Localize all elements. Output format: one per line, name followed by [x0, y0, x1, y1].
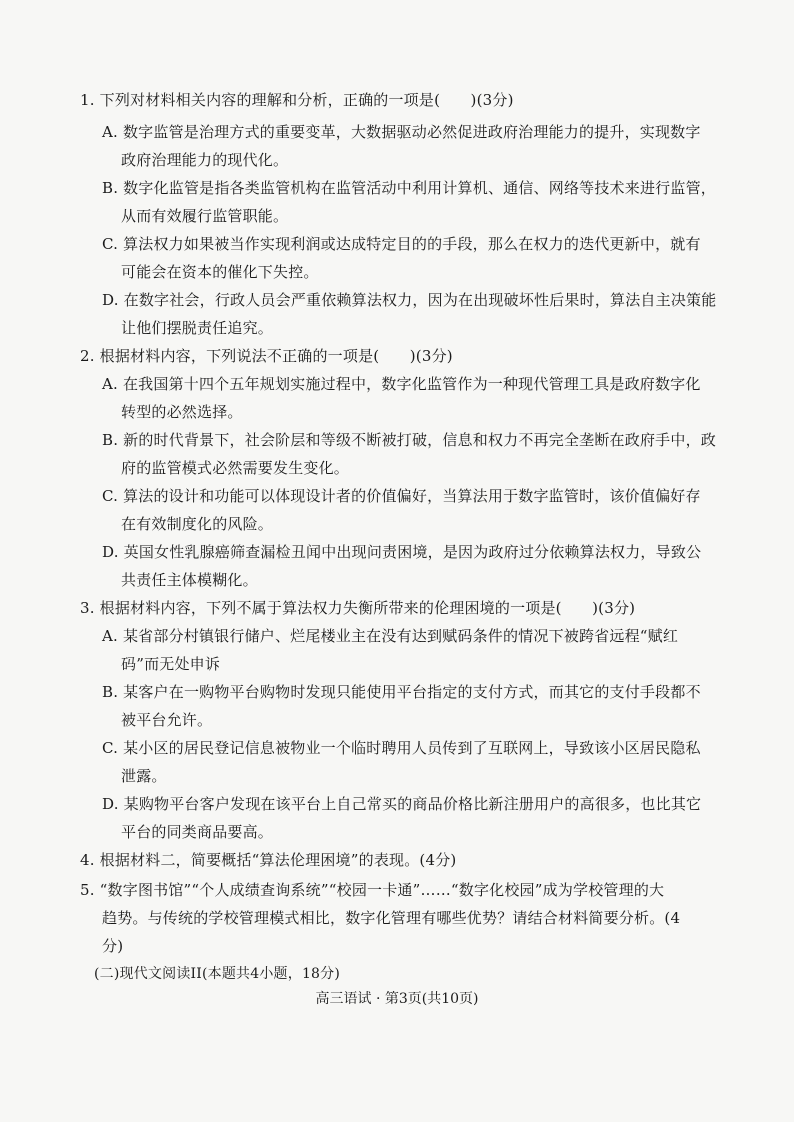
q1-option-b: B. 数字化监管是指各类监管机构在监管活动中利用计算机、通信、网络等技术来进行监管，: [102, 179, 716, 197]
q2-option-b-cont: 府的监管模式必然需要发生变化。: [121, 459, 350, 477]
q5-stem-cont-2: 分): [102, 937, 124, 955]
q2-stem: 2. 根据材料内容，下列说法不正确的一项是( )(3分): [80, 347, 453, 365]
q3-option-d-cont: 平台的同类商品要高。: [121, 823, 274, 841]
q3-option-b: B. 某客户在一购物平台购物时发现只能使用平台指定的支付方式，而其它的支付手段都不: [102, 683, 701, 701]
q2-option-c-cont: 在有效制度化的风险。: [121, 515, 274, 533]
page-footer: 高三语试 · 第3页(共10页): [315, 991, 479, 1007]
q1-option-c-cont: 可能会在资本的催化下失控。: [121, 263, 319, 281]
q2-option-d-cont: 共责任主体模糊化。: [121, 571, 258, 589]
q1-option-c: C. 算法权力如果被当作实现利润或达成特定目的的手段，那么在权力的迭代更新中，就有: [102, 235, 701, 253]
q3-option-a: A. 某省部分村镇银行储户、烂尾楼业主在没有达到赋码条件的情况下被跨省远程“赋红: [102, 627, 679, 645]
q3-option-a-cont: 码”而无处申诉: [121, 655, 221, 673]
q2-option-c: C. 算法的设计和功能可以体现设计者的价值偏好，当算法用于数字监管时，该价值偏好存: [102, 487, 701, 505]
q2-option-d: D. 英国女性乳腺癌筛查漏检丑闻中出现问责困境，是因为政府过分依赖算法权力，导致公: [102, 543, 702, 561]
q5-stem: 5. “数字图书馆”“个人成绩查询系统”“校园一卡通”……“数字化校园”成为学校管理的大: [80, 881, 665, 899]
q1-option-a: A. 数字监管是治理方式的重要变革，大数据驱动必然促进政府治理能力的提升，实现数字: [102, 123, 701, 141]
q3-option-c: C. 某小区的居民登记信息被物业一个临时聘用人员传到了互联网上，导致该小区居民隐私: [102, 739, 701, 757]
q3-option-c-cont: 泄露。: [121, 767, 167, 785]
q1-option-a-cont: 政府治理能力的现代化。: [121, 151, 289, 169]
q1-stem: 1. 下列对材料相关内容的理解和分析，正确的一项是( )(3分): [80, 91, 514, 109]
q3-option-d: D. 某购物平台客户发现在该平台上自己常买的商品价格比新注册用户的高很多，也比其它: [102, 795, 702, 813]
q2-option-b: B. 新的时代背景下，社会阶层和等级不断被打破，信息和权力不再完全垄断在政府手中，政: [102, 431, 716, 449]
q1-option-b-cont: 从而有效履行监管职能。: [121, 207, 289, 225]
section-heading: (二)现代文阅读II(本题共4小题，18分): [94, 966, 341, 982]
q5-stem-cont-1: 趋势。与传统的学校管理模式相比，数字化管理有哪些优势？请结合材料简要分析。(4: [102, 909, 681, 927]
q3-option-b-cont: 被平台允许。: [121, 711, 213, 729]
q2-option-a-cont: 转型的必然选择。: [121, 403, 243, 421]
q3-stem: 3. 根据材料内容，下列不属于算法权力失衡所带来的伦理困境的一项是( )(3分): [80, 599, 636, 617]
q4-stem: 4. 根据材料二，简要概括“算法伦理困境”的表现。(4分): [80, 851, 457, 869]
q2-option-a: A. 在我国第十四个五年规划实施过程中，数字化监管作为一种现代管理工具是政府数字化: [102, 375, 701, 393]
q1-option-d: D. 在数字社会，行政人员会严重依赖算法权力，因为在出现破坏性后果时，算法自主决策能: [102, 291, 717, 309]
q1-option-d-cont: 让他们摆脱责任追究。: [121, 319, 274, 337]
